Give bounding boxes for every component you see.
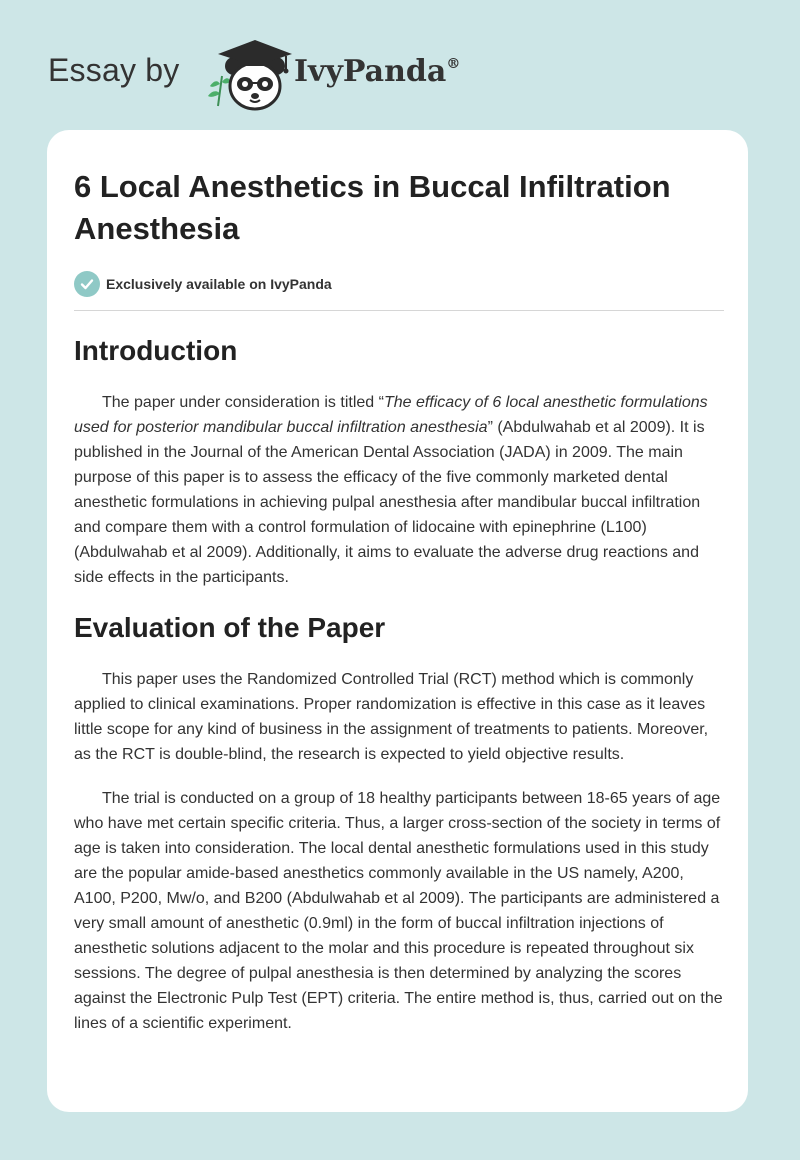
exclusive-label: Exclusively available on IvyPanda <box>106 276 332 292</box>
divider <box>74 310 724 311</box>
panda-graduate-icon <box>200 36 296 112</box>
section-heading-introduction: Introduction <box>74 335 238 366</box>
section-heading-evaluation: Evaluation of the Paper <box>74 612 386 643</box>
intro-paragraph <box>74 390 724 590</box>
check-icon <box>74 271 100 297</box>
brand-prefix: Essay by <box>48 52 180 88</box>
brand-name <box>294 54 460 89</box>
brand-header <box>48 34 508 114</box>
brand-name-text: IvyPanda <box>294 54 447 89</box>
article-content <box>74 130 724 1036</box>
intro-text-after: ” (Abdulwahab et al 2009). It is published in the Journal of the American Dental Association (JADA) in 2009. The main purpose of this paper is to assess the efficacy of the five commonly marketed dental anesthetic formulations in achieving pulpal anesthesia after mandibular buccal infiltration and compare them with a control formulation of lidocaine with epinephrine (L100) (Abdulwahab et al 2009). Additionally, it aims to evaluate the adverse drug reactions and side effects in the participants. <box>74 419 705 586</box>
exclusive-badge <box>74 270 724 298</box>
evaluation-paragraph-2: The trial is conducted on a group of 18 healthy participants between 18-65 years of age who have met certain specific criteria. Thus, a larger cross-section of the society in terms of age is taken into consideration. The local dental anesthetic formulations used in this study are the popular amide-based anesthetics commonly available in the US namely, A200, A100, P200, Mw/o, and B200 (Abdulwahab et al 2009). The participants are administered a very small amount of anesthetic (0.9ml) in the form of buccal infiltration injections of anesthetic solutions adjacent to the molar and this procedure is repeated throughout six sessions. The degree of pulpal anesthesia is then determined by analyzing the scores against the Electronic Pulp Test (EPT) criteria. The entire method is, thus, carried out on the lines of a scientific experiment. <box>74 790 723 1032</box>
paper-title-italic: The efficacy of 6 local anesthetic formulations used for posterior mandibular buccal infiltration anesthesia <box>74 394 708 436</box>
registered-mark: ® <box>446 56 461 72</box>
intro-text-before: The paper under consideration is titled “ <box>102 394 384 411</box>
article-card <box>47 130 748 1112</box>
article-title: 6 Local Anesthetics in Buccal Infiltration Anesthesia <box>74 169 671 246</box>
evaluation-paragraph-1: This paper uses the Randomized Controlled Trial (RCT) method which is commonly applied to clinical examinations. Proper randomization is effective in this case as it leaves little scope for any kind of business in the assignment of treatments to patients. Moreover, as the RCT is double-blind, the research is expected to yield objective results. <box>74 671 709 763</box>
